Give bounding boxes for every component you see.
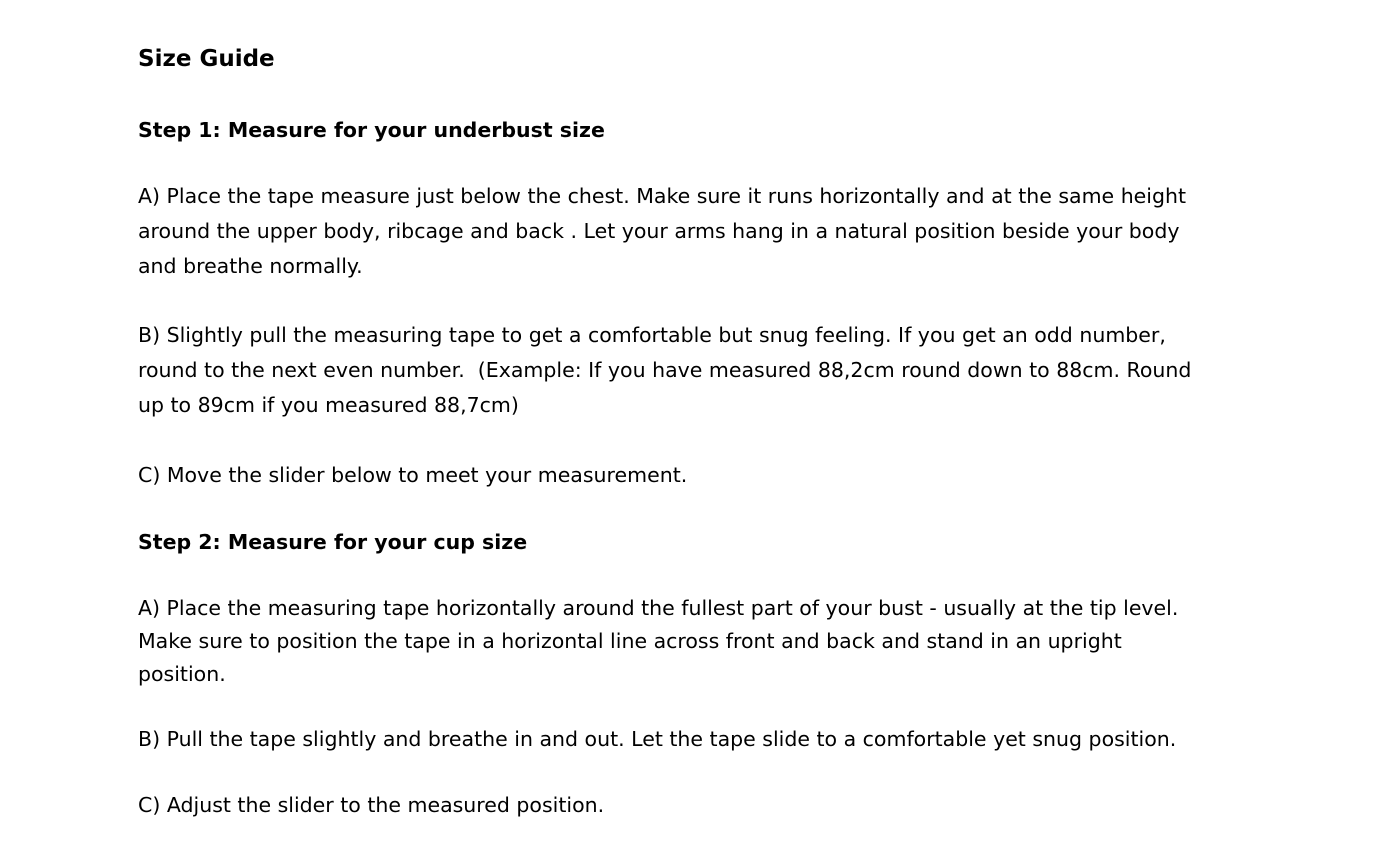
page-title: Size Guide [138, 46, 275, 72]
step1-b-line-3: up to 89cm if you measured 88,7cm) [138, 393, 519, 417]
step2-a-line-2: Make sure to position the tape in a horizontal line across front and back and stand in an upright [138, 629, 1122, 653]
step1-paragraph-b [138, 318, 1258, 423]
step2-c-line-1: C) Adjust the slider to the measured position. [138, 793, 605, 817]
step2-a-line-3: position. [138, 662, 226, 686]
step2-b-line-1: B) Pull the tape slightly and breathe in and out. Let the tape slide to a comfortable yet snug position. [138, 727, 1177, 751]
step1-a-line-1: A) Place the tape measure just below the chest. Make sure it runs horizontally and at the same height [138, 184, 1187, 208]
step1-a-line-2: around the upper body, ribcage and back . Let your arms hang in a natural position beside your body [138, 219, 1180, 243]
step1-paragraph-c [138, 458, 1258, 493]
step2-paragraph-b [138, 722, 1258, 757]
step1-heading: Step 1: Measure for your underbust size [138, 118, 605, 142]
step2-paragraph-a [138, 592, 1258, 691]
step2-heading: Step 2: Measure for your cup size [138, 530, 528, 554]
step2-paragraph-c [138, 788, 1258, 823]
step1-b-line-2: round to the next even number. (Example: If you have measured 88,2cm round down to 88cm. Round [138, 358, 1192, 382]
step2-a-line-1: A) Place the measuring tape horizontally around the fullest part of your bust - usually at the tip level. [138, 596, 1179, 620]
step1-b-line-1: B) Slightly pull the measuring tape to get a comfortable but snug feeling. If you get an odd number, [138, 323, 1166, 347]
step1-c-line-1: C) Move the slider below to meet your measurement. [138, 463, 688, 487]
step1-a-line-3: and breathe normally. [138, 254, 363, 278]
step1-paragraph-a [138, 179, 1258, 284]
